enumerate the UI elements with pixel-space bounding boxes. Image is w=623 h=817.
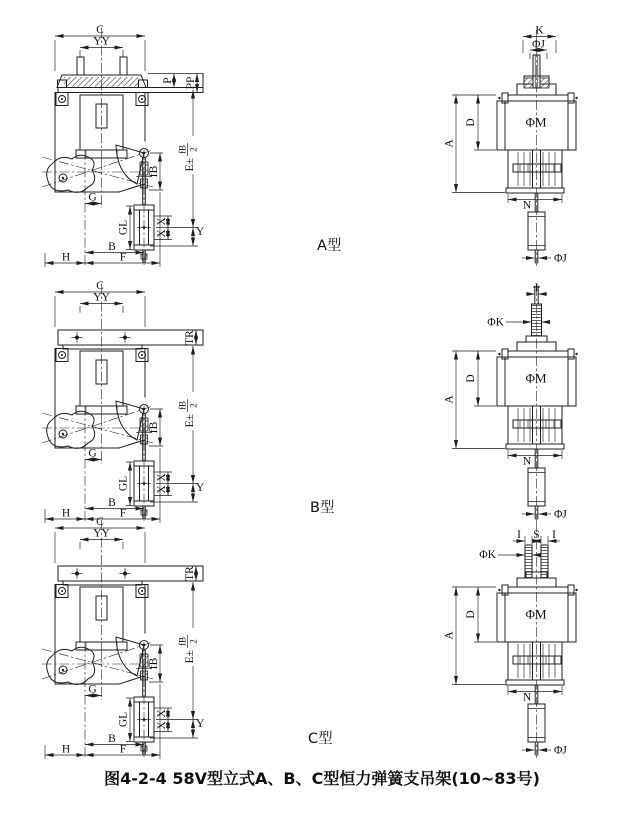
dim-label-yy: YY (93, 291, 110, 304)
dim-label-c: C (96, 24, 104, 36)
type-b-label: B型 (310, 500, 335, 516)
dim-label-i-left: I (517, 529, 521, 541)
svg-text:2: 2 (188, 403, 199, 408)
dim-label-phi-j-bottom: ΦJ (554, 252, 567, 265)
side-view-b (452, 286, 578, 522)
type-c-label: C型 (308, 731, 333, 747)
svg-text:fB: fB (177, 401, 188, 410)
dim-label-p: P (162, 77, 174, 84)
dim-label-f: F (119, 507, 127, 520)
type-a-label: A型 (317, 238, 342, 254)
svg-text:fB: fB (177, 637, 188, 646)
dim-label-g: G (88, 447, 97, 460)
front-view-b-plate-top (58, 330, 203, 349)
dim-label-n: N (522, 691, 532, 704)
dim-label-n: N (522, 199, 532, 212)
dim-label-fb: fB (148, 421, 160, 434)
dim-label-phi-j-top: ΦJ (532, 38, 545, 51)
dim-label-a: A (443, 395, 456, 404)
dim-label-g: G (88, 191, 97, 204)
dim-label-h: H (61, 743, 71, 756)
svg-text:E±: E± (184, 650, 196, 664)
svg-text:fB: fB (177, 145, 188, 154)
dim-label-x-upper: X (156, 709, 168, 718)
dim-label-h: H (61, 507, 71, 520)
dim-label-phi-j-bottom: ΦJ (554, 508, 567, 521)
dim-label-phi-k: ΦK (479, 549, 496, 561)
dim-label-k: K (535, 24, 544, 37)
dim-label-b: B (108, 733, 116, 745)
dim-label-e-tolerance (178, 143, 199, 171)
front-view-a-saddle-top (57, 57, 203, 93)
dim-label-b: B (108, 497, 116, 509)
dim-label-i: I (534, 282, 539, 294)
dim-label-i-right: I (552, 529, 556, 541)
dim-label-phi-m: ΦM (525, 606, 547, 622)
dim-label-d: D (465, 610, 477, 619)
dim-label-c: C (96, 516, 104, 528)
dim-label-gl: GL (117, 219, 130, 236)
dim-label-yy: YY (93, 527, 110, 540)
dim-label-tr: TR (184, 330, 196, 345)
type-c-assembly (42, 516, 578, 759)
dim-label-e-tolerance (178, 635, 199, 663)
dim-label-a: A (443, 631, 456, 640)
dim-label-phi-j-bottom: ΦJ (554, 744, 567, 757)
dim-label-tr: TR (184, 566, 196, 581)
dim-label-e-tolerance (178, 399, 199, 427)
front-view-c-plate-top (58, 566, 203, 585)
dim-label-d: D (465, 374, 477, 383)
dim-label-gl: GL (117, 475, 130, 492)
dim-label-s: S (533, 529, 540, 541)
dim-label-d: D (465, 118, 477, 127)
dim-label-n: N (522, 455, 532, 468)
dim-label-y: Y (196, 718, 205, 730)
dim-label-x-lower: X (156, 229, 168, 238)
dim-label-a: A (443, 139, 456, 148)
svg-text:E±: E± (184, 158, 196, 172)
side-view-c (452, 522, 578, 758)
side-view-b-stud-top (506, 286, 556, 351)
svg-text:E±: E± (184, 414, 196, 428)
dim-label-x-lower: X (156, 721, 168, 730)
dim-label-f: F (119, 251, 127, 264)
dim-label-h: H (61, 251, 71, 264)
dim-label-y: Y (196, 226, 205, 238)
side-view-c-double-stud-top (498, 536, 560, 587)
dim-label-pp: PP (185, 76, 197, 90)
dim-label-gl: GL (117, 711, 130, 728)
dim-label-phi-k: ΦK (487, 316, 504, 329)
type-b-assembly (42, 280, 578, 523)
type-a-assembly (42, 24, 578, 267)
dim-label-x-upper: X (156, 473, 168, 482)
dim-label-c: C (96, 280, 104, 292)
dim-label-x-lower: X (156, 485, 168, 494)
dim-label-yy: YY (93, 35, 110, 48)
dim-label-fb: fB (148, 165, 160, 178)
dim-label-f: F (119, 743, 127, 756)
dim-label-b: B (108, 241, 116, 253)
figure-caption: 图4-2-4 58V型立式A、B、C型恒力弹簧支吊架(10~83号) (104, 769, 540, 788)
dim-label-phi-m: ΦM (525, 370, 547, 386)
dim-label-phi-m: ΦM (525, 114, 547, 130)
dim-label-x-upper: X (156, 217, 168, 226)
dim-label-y: Y (196, 482, 205, 494)
dim-label-g: G (88, 683, 97, 696)
dim-label-fb: fB (148, 657, 160, 670)
side-view-a (452, 30, 578, 266)
svg-text:2: 2 (188, 639, 199, 644)
svg-text:2: 2 (188, 147, 199, 152)
